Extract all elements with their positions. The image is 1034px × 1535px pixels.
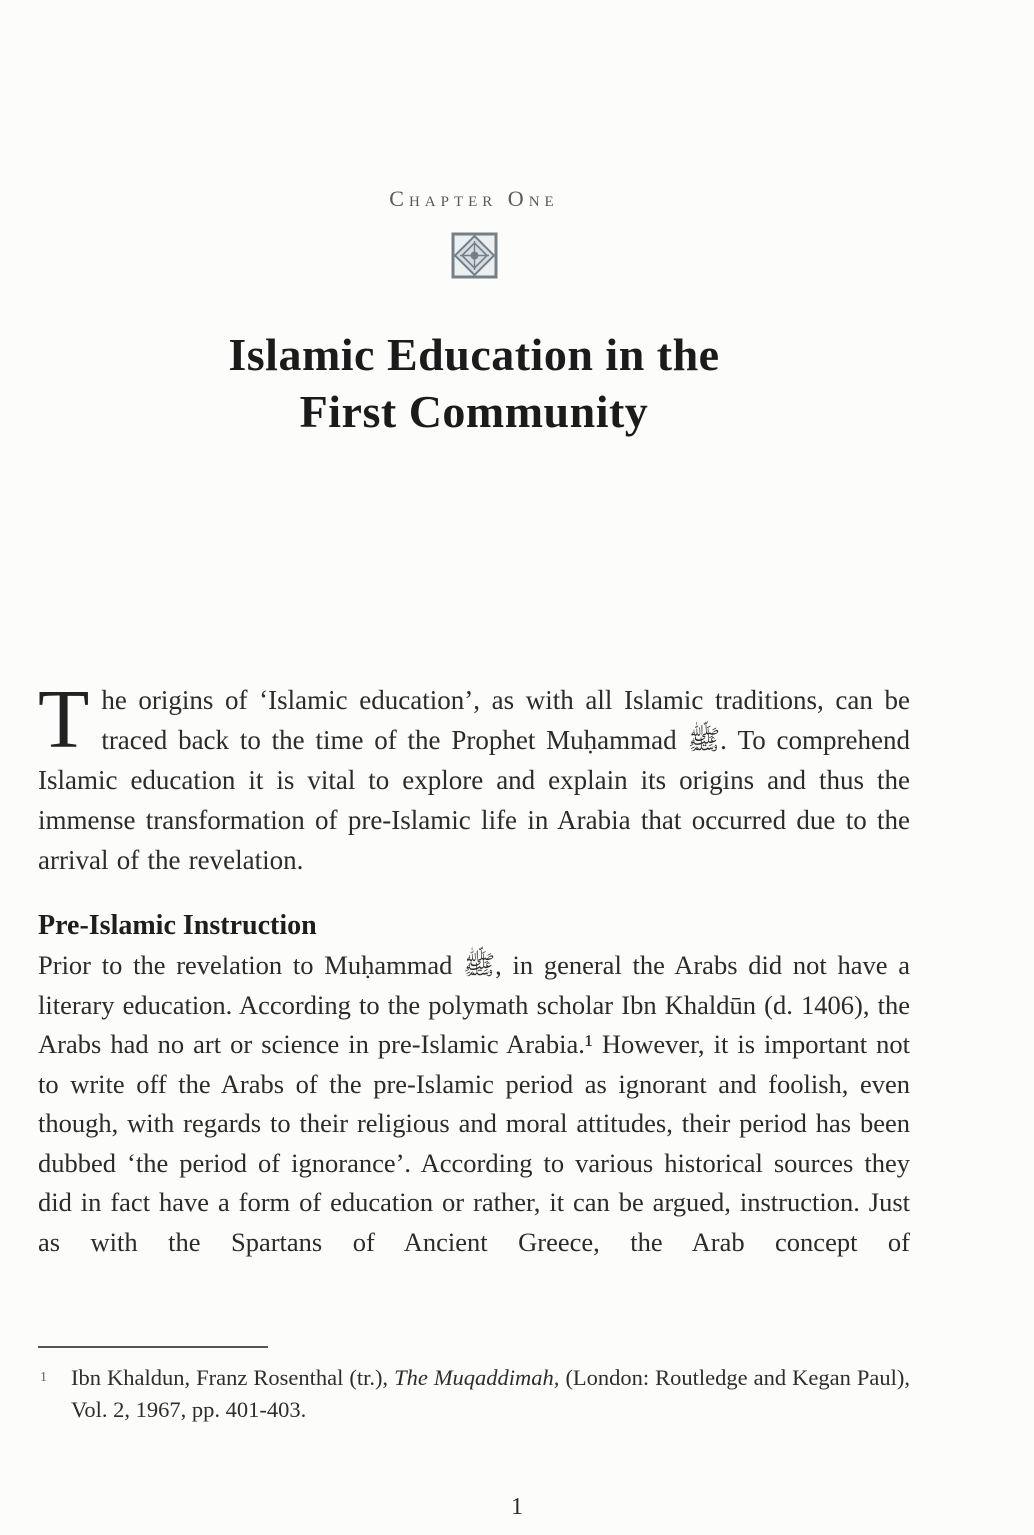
intro-text: he origins of ‘Islamic education’, as with all Islamic traditions, can be traced back to the time of the Prophet Muḥammad ﷺ. To comprehend Islamic education it is vital to explore and explain its origins and thus the immense transformation of pre-Islamic life in Arabia that occurred due to the arrival of the revelation. — [38, 685, 910, 875]
drop-cap: T — [38, 673, 90, 766]
footnote-text — [71, 1365, 910, 1422]
footnote-book-title: The Muqaddimah, — [394, 1365, 560, 1390]
page-content — [38, 0, 910, 1262]
intro-paragraph — [38, 673, 910, 880]
footnote-area — [38, 1346, 910, 1426]
page-number: 1 — [511, 1494, 523, 1520]
footnote-text-start: Ibn Khaldun, Franz Rosenthal (tr.), — [71, 1365, 395, 1390]
footnote-divider — [38, 1346, 268, 1348]
footnote-text-end: (London: Routledge and Kegan Paul), Vol. 2, 1967, pp. 401-403. — [71, 1365, 910, 1422]
chapter-label: Chapter One — [389, 186, 559, 211]
chapter-title-line-2: First Community — [299, 386, 649, 437]
footnote — [38, 1362, 910, 1426]
section-body-paragraph: Prior to the revelation to Muḥammad ﷺ, in general the Arabs did not have a literary education. According to the polymath scholar Ibn Khaldūn (d. 1406), the Arabs had no art or science in pre-Islamic Arabia.¹ However, it is important not to write off the Arabs of the pre-Islamic period as ignorant and foolish, even though, with regards to their religious and moral attitudes, their period has been dubbed ‘the period of ignorance’. According to various historical sources they did in fact have a form of education or rather, it can be argued, instruction. Just as with the Spartans of Ancient Greece, the Arab concept of — [38, 950, 910, 1257]
chapter-title — [38, 326, 910, 440]
footnote-marker: 1 — [40, 1370, 47, 1385]
chapter-title-line-1: Islamic Education in the — [228, 329, 720, 380]
chapter-ornament-icon — [38, 232, 910, 282]
section-heading: Pre-Islamic Instruction — [38, 910, 317, 941]
